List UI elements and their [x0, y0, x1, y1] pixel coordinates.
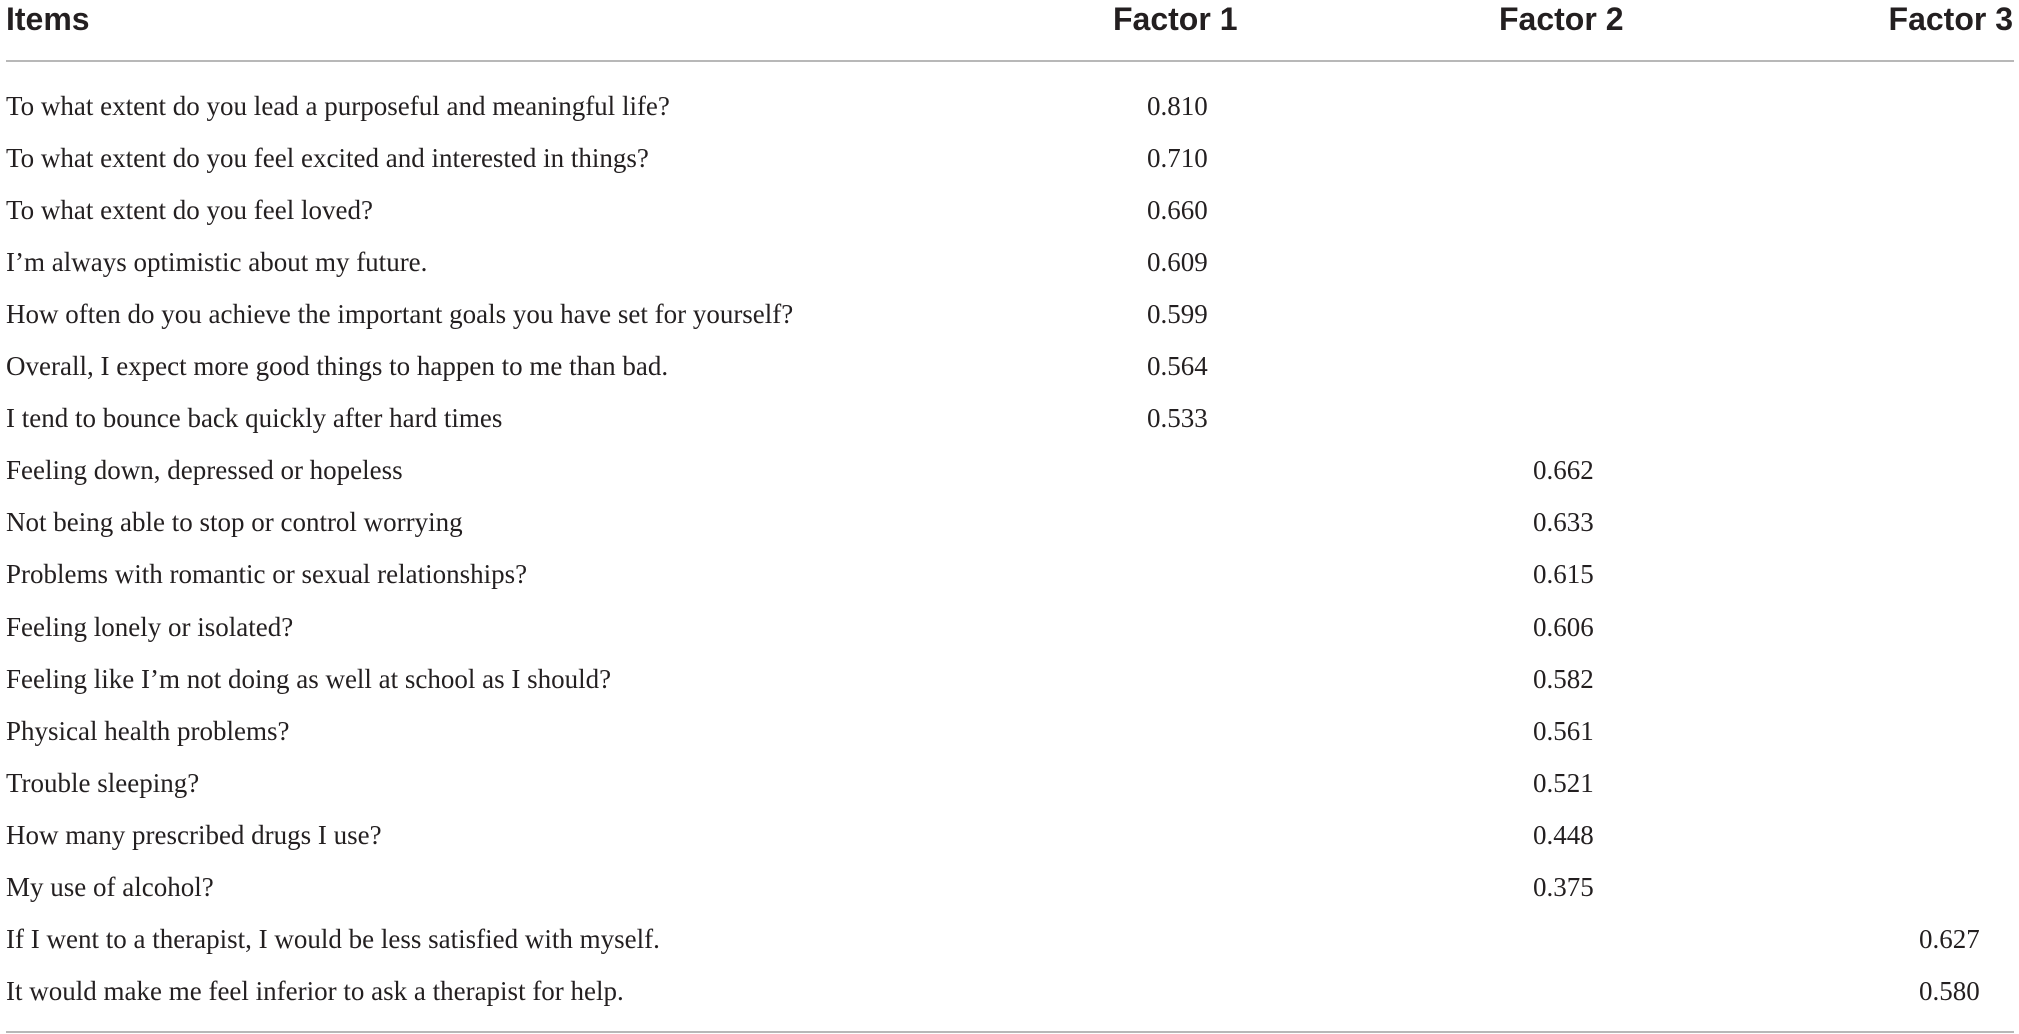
- factor-1-cell: 0.599: [1147, 299, 1208, 330]
- table-row: [0, 288, 2019, 340]
- factor-2-cell: 0.561: [1533, 715, 1594, 746]
- factor-1-cell: 0.660: [1147, 195, 1208, 226]
- header-divider: [6, 60, 2014, 62]
- table-row: [0, 80, 2019, 132]
- item-cell: Problems with romantic or sexual relationships?: [6, 559, 528, 590]
- table-row: [0, 653, 2019, 705]
- item-cell: Physical health problems?: [6, 715, 290, 746]
- table-row: [0, 444, 2019, 496]
- table-row: [0, 705, 2019, 757]
- header-items: Items: [6, 1, 90, 37]
- factor-1-cell: 0.710: [1147, 143, 1208, 174]
- item-cell: How many prescribed drugs I use?: [6, 819, 382, 850]
- table-row: [0, 809, 2019, 861]
- table-row: [0, 132, 2019, 184]
- table-row: [0, 601, 2019, 653]
- factor-2-cell: 0.582: [1533, 663, 1594, 694]
- table-header: [0, 0, 2019, 60]
- factor-1-cell: 0.533: [1147, 403, 1208, 434]
- factor-2-cell: 0.615: [1533, 559, 1594, 590]
- item-cell: I’m always optimistic about my future.: [6, 247, 428, 278]
- table-row: [0, 861, 2019, 913]
- item-cell: My use of alcohol?: [6, 871, 214, 902]
- factor-2-cell: 0.606: [1533, 611, 1594, 642]
- item-cell: I tend to bounce back quickly after hard times: [6, 403, 503, 434]
- table-row: [0, 496, 2019, 548]
- table-row: [0, 965, 2019, 1017]
- item-cell: How often do you achieve the important goals you have set for yourself?: [6, 299, 794, 330]
- factor-2-cell: 0.633: [1533, 507, 1594, 538]
- item-cell: Feeling down, depressed or hopeless: [6, 455, 403, 486]
- factor-2-cell: 0.662: [1533, 455, 1594, 486]
- table-row: [0, 184, 2019, 236]
- factor-3-cell: 0.580: [1919, 975, 1980, 1006]
- table-row: [0, 392, 2019, 444]
- header-factor-1: Factor 1: [1113, 1, 1238, 37]
- table-row: [0, 913, 2019, 965]
- factor-2-cell: 0.448: [1533, 819, 1594, 850]
- table-row: [0, 340, 2019, 392]
- item-cell: To what extent do you feel excited and interested in things?: [6, 143, 649, 174]
- factor-1-cell: 0.609: [1147, 247, 1208, 278]
- factor-3-cell: 0.627: [1919, 923, 1980, 954]
- item-cell: To what extent do you lead a purposeful and meaningful life?: [6, 91, 670, 121]
- factor-1-cell: 0.810: [1147, 91, 1208, 121]
- header-factor-2: Factor 2: [1499, 1, 1624, 37]
- item-cell: Trouble sleeping?: [6, 767, 200, 798]
- table-row: [0, 236, 2019, 288]
- item-cell: It would make me feel inferior to ask a therapist for help.: [6, 975, 624, 1006]
- item-cell: Feeling lonely or isolated?: [6, 611, 294, 642]
- table-row: [0, 548, 2019, 600]
- factor-2-cell: 0.375: [1533, 871, 1594, 902]
- item-cell: If I went to a therapist, I would be less satisfied with myself.: [6, 923, 660, 954]
- factor-2-cell: 0.521: [1533, 767, 1594, 798]
- factor-1-cell: 0.564: [1147, 351, 1208, 382]
- item-cell: To what extent do you feel loved?: [6, 195, 373, 226]
- table-row: [0, 757, 2019, 809]
- item-cell: Feeling like I’m not doing as well at school as I should?: [6, 663, 612, 694]
- item-cell: Not being able to stop or control worrying: [6, 507, 463, 538]
- item-cell: Overall, I expect more good things to happen to me than bad.: [6, 351, 669, 382]
- header-factor-3: Factor 3: [1888, 1, 2013, 37]
- table-bottom-divider: [6, 1031, 2014, 1033]
